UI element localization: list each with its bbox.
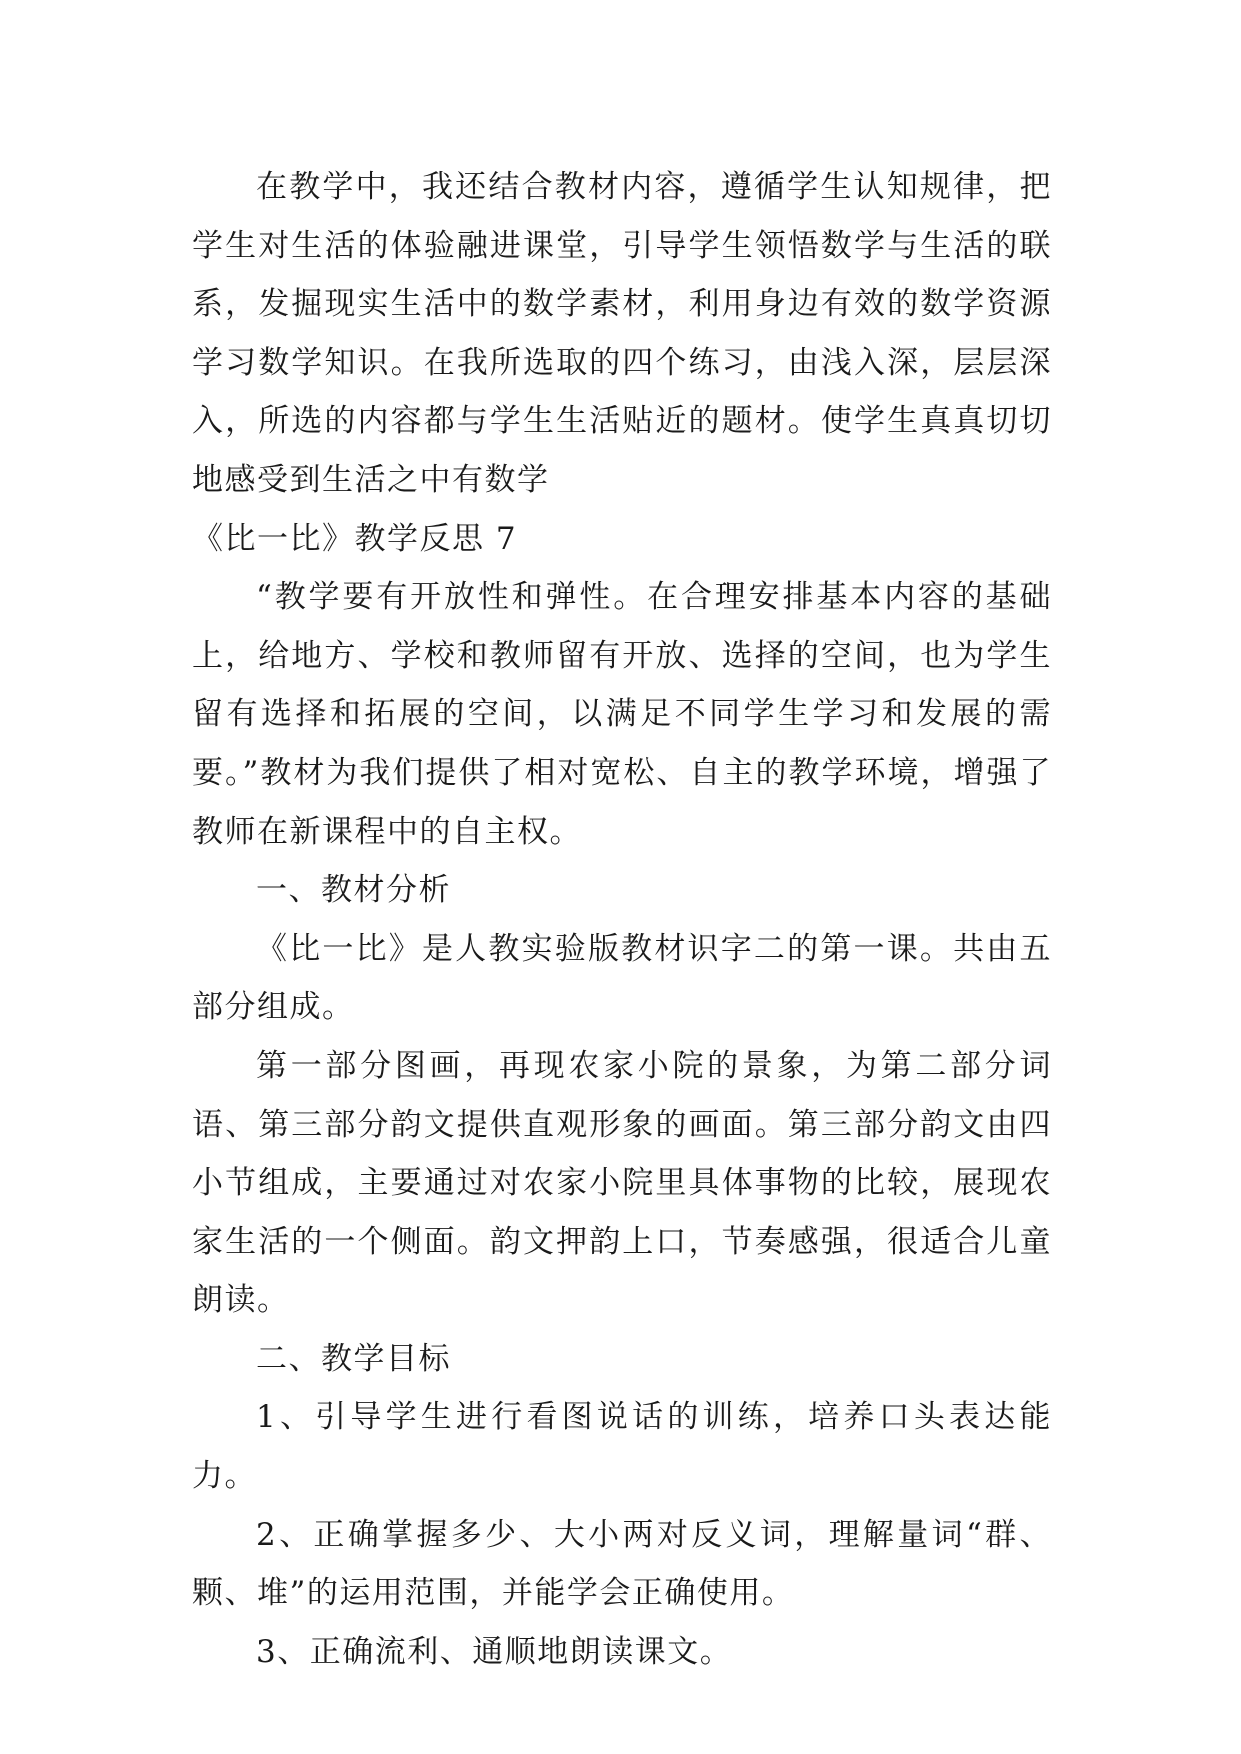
paragraph-quote: “教学要有开放性和弹性。在合理安排基本内容的基础上，给地方、学校和教师留有开放、选择的空间，也为学生留有选择和拓展的空间，以满足不同学生学习和发展的需要。”教材为我们提供了相对宽松、自主的教学环境，增强了教师在新课程中的自主权。	[192, 579, 1052, 850]
goal-item-2: 2、正确掌握多少、大小两对反义词，理解量词“群、颗、堆”的运用范围，并能学会正确使用。	[192, 1516, 1052, 1612]
paragraph-parts-description: 第一部分图画，再现农家小院的景象，为第二部分词语、第三部分韵文提供直观形象的画面。第三部分韵文由四小节组成，主要通过对农家小院里具体事物的比较，展现农家生活的一个侧面。韵文押韵上口，节奏感强，很适合儿童朗读。	[192, 1047, 1052, 1319]
goal-item-3: 3、正确流利、通顺地朗读课文。	[256, 1633, 733, 1670]
heading-teaching-goals: 二、教学目标	[256, 1340, 451, 1377]
goal-item-1: 1、引导学生进行看图说话的训练，培养口头表达能力。	[192, 1399, 1052, 1495]
document-body	[192, 158, 1052, 1681]
paragraph-intro-teaching: 在教学中，我还结合教材内容，遵循学生认知规律，把学生对生活的体验融进课堂，引导学生领悟数学与生活的联系，发掘现实生活中的数学素材，利用身边有效的数学资源学习数学知识。在我所选取的四个练习，由浅入深，层层深入，所选的内容都与学生生活贴近的题材。使学生真真切切地感受到生活之中有数学	[192, 169, 1052, 498]
paragraph-lesson-overview: 《比一比》是人教实验版教材识字二的第一课。共由五部分组成。	[192, 930, 1052, 1026]
heading-textbook-analysis: 一、教材分析	[256, 872, 451, 909]
section-title: 《比一比》教学反思 7	[192, 520, 518, 557]
